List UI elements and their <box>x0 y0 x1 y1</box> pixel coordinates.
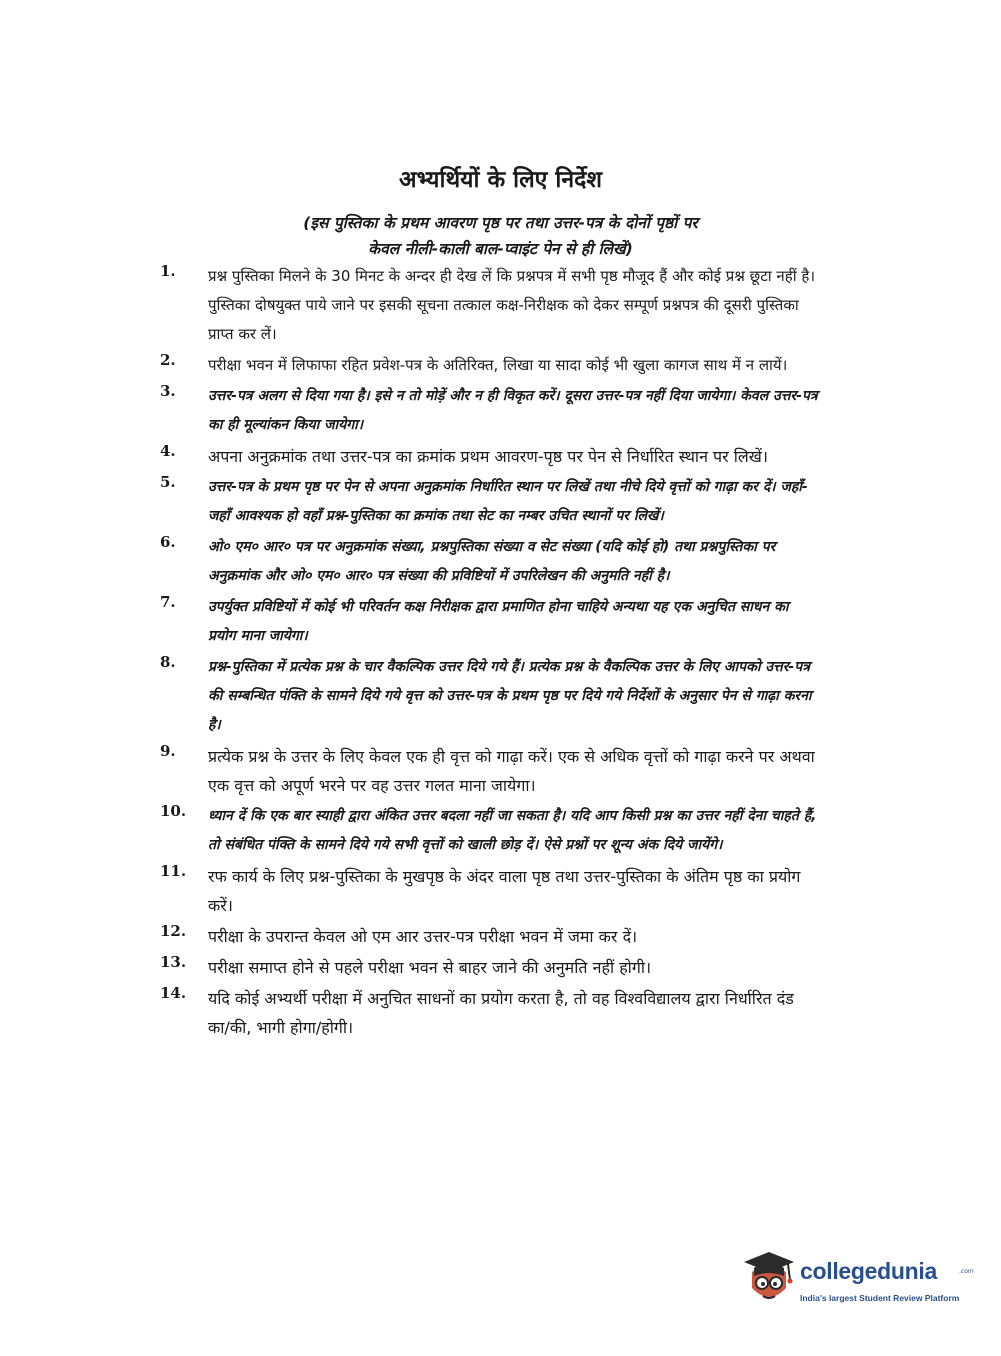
instruction-text: परीक्षा समाप्त होने से पहले परीक्षा भवन से बाहर जाने की अनुमति नहीं होगी। <box>208 958 652 977</box>
page-title: अभ्यर्थियों के लिए निर्देश <box>399 166 602 193</box>
instruction-text: प्रश्न-पुस्तिका में प्रत्येक प्रश्न के चार वैकल्पिक उत्तर दिये गये हैं। प्रत्येक प्रश्न के वैकल्पिक उत्तर के लिए आपको उत्तर-पत्र की सम्बन्धित पंक्ति के सामने दिये गये वृत्त को उत्तर-पत्र के प्रथम पृष्ठ पर दिये गये निर्देशों के अनुसार पेन से गाढ़ा करना है। <box>208 659 812 733</box>
instruction-list <box>160 262 820 1044</box>
instruction-text: अपना अनुक्रमांक तथा उत्तर-पत्र का क्रमांक प्रथम आवरण-पृष्ठ पर पेन से निर्धारित स्थान पर लिखें। <box>208 447 768 466</box>
instruction-text: उपर्युक्त प्रविष्टियों में कोई भी परिवर्तन कक्ष निरीक्षक द्वारा प्रमाणित होना चाहिये अन्यथा यह एक अनुचित साधन का प्रयोग माना जायेगा। <box>208 599 789 644</box>
instruction-number: 7. <box>160 593 176 611</box>
instruction-text: रफ कार्य के लिए प्रश्न-पुस्तिका के मुखपृष्ठ के अंदर वाला पृष्ठ तथा उत्तर-पुस्तिका के अंतिम पृष्ठ का प्रयोग करें। <box>208 867 801 915</box>
instruction-item <box>160 473 820 531</box>
instruction-number: 2. <box>160 351 176 369</box>
instruction-item <box>160 742 820 800</box>
instruction-item <box>160 262 820 349</box>
instruction-number: 12. <box>160 922 187 940</box>
instruction-text: ध्यान दें कि एक बार स्याही द्वारा अंकित उत्तर बदला नहीं जा सकता है। यदि आप किसी प्रश्न का उत्तर नहीं देना चाहते हैं, तो संबंधित पंक्ति के सामने दिये गये सभी वृत्तों को खाली छोड़ दें। ऐसे प्रश्नों पर शून्य अंक दिये जायेंगे। <box>208 808 817 853</box>
collegedunia-watermark <box>742 1248 972 1318</box>
instruction-number: 11. <box>160 862 187 880</box>
instruction-item <box>160 653 820 740</box>
brand-name: collegedunia <box>800 1258 937 1284</box>
instruction-number: 6. <box>160 533 176 551</box>
instruction-number: 4. <box>160 442 176 460</box>
instruction-text: यदि कोई अभ्यर्थी परीक्षा में अनुचित साधनों का प्रयोग करता है, तो वह विश्वविद्यालय द्वारा निर्धारित दंड का/की, भागी होगा/होगी। <box>208 989 794 1037</box>
instruction-item <box>160 442 820 471</box>
instruction-item <box>160 984 820 1042</box>
instruction-number: 1. <box>160 262 176 280</box>
instruction-item <box>160 802 820 860</box>
subtitle-line-1: (इस पुस्तिका के प्रथम आवरण पृष्ठ पर तथा उत्तर-पत्र के दोनों पृष्ठों पर <box>303 214 698 232</box>
instruction-number: 10. <box>160 802 187 820</box>
instruction-number: 14. <box>160 984 187 1002</box>
instruction-number: 9. <box>160 742 176 760</box>
instruction-number: 13. <box>160 953 187 971</box>
instruction-item <box>160 593 820 651</box>
instruction-text: प्रत्येक प्रश्न के उत्तर के लिए केवल एक ही वृत्त को गाढ़ा करें। एक से अधिक वृत्तों को गाढ़ा करने पर अथवा एक वृत्त को अपूर्ण भरने पर वह उत्तर गलत माना जायेगा। <box>208 747 815 795</box>
instruction-item <box>160 862 820 920</box>
instruction-text: उत्तर-पत्र अलग से दिया गया है। इसे न तो मोड़ें और न ही विकृत करें। दूसरा उत्तर-पत्र नहीं दिया जायेगा। केवल उत्तर-पत्र का ही मूल्यांकन किया जायेगा। <box>208 388 818 433</box>
instruction-number: 5. <box>160 473 176 491</box>
instruction-text: उत्तर-पत्र के प्रथम पृष्ठ पर पेन से अपना अनुक्रमांक निर्धारित स्थान पर लिखें तथा नीचे दिये वृत्तों को गाढ़ा कर दें। जहाँ-जहाँ आवश्यक हो वहाँ प्रश्न-पुस्तिका का क्रमांक तथा सेट का नम्बर उचित स्थानों पर लिखें। <box>208 479 808 524</box>
instruction-item <box>160 953 820 982</box>
instruction-item <box>160 382 820 440</box>
instruction-item <box>160 351 820 380</box>
instruction-text: ओ० एम० आर० पत्र पर अनुक्रमांक संख्या, प्रश्नपुस्तिका संख्या व सेट संख्या (यदि कोई हो) तथा प्रश्नपुस्तिका पर अनुक्रमांक और ओ० एम० आर० पत्र संख्या की प्रविष्टियों में उपरिलेखन की अनुमति नहीं है। <box>208 539 776 584</box>
instruction-text: परीक्षा के उपरान्त केवल ओ एम आर उत्तर-पत्र परीक्षा भवन में जमा कर दें। <box>208 927 638 946</box>
instruction-text: परीक्षा भवन में लिफाफा रहित प्रवेश-पत्र के अतिरिक्त, लिखा या सादा कोई भी खुला कागज साथ में न लायें। <box>208 356 788 374</box>
instruction-item <box>160 922 820 951</box>
instruction-number: 8. <box>160 653 176 671</box>
brand-tagline: India's largest Student Review Platform <box>800 1293 960 1303</box>
subtitle-line-2: केवल नीली-काली बाल-प्वाइंट पेन से ही लिखें) <box>368 240 633 258</box>
instruction-text: प्रश्न पुस्तिका मिलने के 30 मिनट के अन्दर ही देख लें कि प्रश्नपत्र में सभी पृष्ठ मौजूद हैं और कोई प्रश्न छूटा नहीं है। पुस्तिका दोषयुक्त पाये जाने पर इसकी सूचना तत्काल कक्ष-निरीक्षक को देकर सम्पूर्ण प्रश्नपत्र की दूसरी पुस्तिका प्राप्त कर लें। <box>208 267 816 343</box>
brand-domain: .com <box>959 1268 974 1275</box>
graduate-mascot-icon <box>742 1250 796 1306</box>
page-subtitle <box>0 210 1001 262</box>
instruction-item <box>160 533 820 591</box>
instruction-number: 3. <box>160 382 176 400</box>
